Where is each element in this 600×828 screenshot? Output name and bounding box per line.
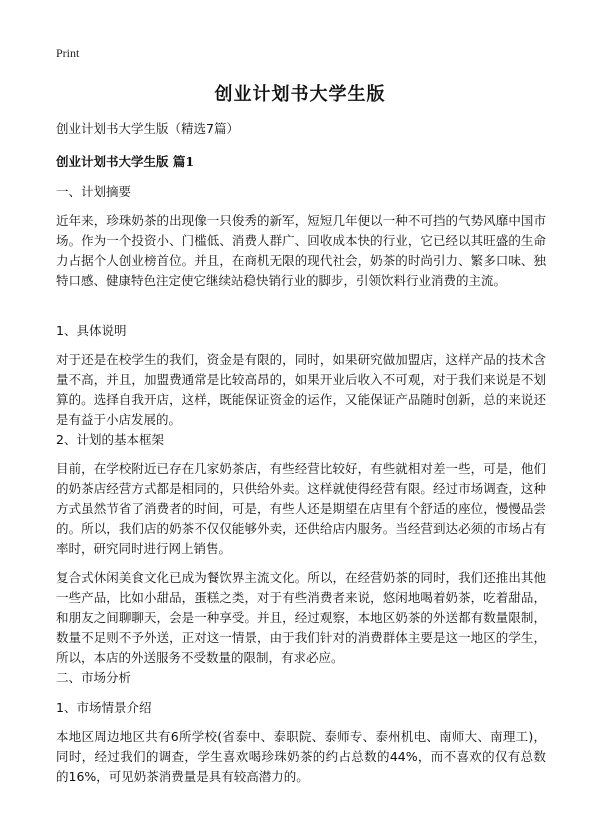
heading-summary: 一、计划摘要 [56, 184, 132, 199]
document-subtitle: 创业计划书大学生版（精选7篇） [56, 121, 239, 136]
paragraph-framework-1: 目前，在学校附近已存在几家奶茶店，有些经营比较好，有些就相对差一些，可是，他们的奶茶店经营方式都是相同的，只供给外卖。这样就使得经营有限。经过市场调查，这种方式虽然节省了消费者的时间，可是，有些人还是期望在店里有个舒适的座位，慢慢品尝的。所以，我们店的奶茶不仅仅能够外卖，还供给店内服务。当经营到达必须的市场占有率时，研究同时进行网上销售。 [56, 461, 546, 556]
print-label: Print [56, 46, 80, 60]
heading-market-intro: 1、市场情景介绍 [56, 700, 152, 715]
section-heading: 创业计划书大学生版 篇1 [56, 154, 195, 169]
paragraph-detail: 对于还是在校学生的我们，资金是有限的，同时，如果研究做加盟店，这样产品的技术含量不高，并且，加盟费通常是比较高昂的，如果开业后收入不可观，对于我们来说是不划算的。选择自我开店，这样，既能保证资金的运作，又能保证产品随时创新，总的来说还是有益于小店发展的。 [56, 352, 546, 427]
document-title: 创业计划书大学生版 [214, 84, 386, 105]
heading-market: 二、市场分析 [56, 670, 132, 685]
heading-framework: 2、计划的基本框架 [56, 432, 164, 447]
paragraph-market-intro: 本地区周边地区共有6所学校(省泰中、泰职院、泰师专、泰州机电、南师大、南理工)，同时，经过我们的调查，学生喜欢喝珍珠奶茶的约占总数的44%，而不喜欢的仅有总数的16%，可见奶茶消费量是具有较高潜力的。 [56, 729, 546, 784]
paragraph-summary: 近年来，珍珠奶茶的出现像一只俊秀的新军，短短几年便以一种不可挡的气势风靡中国市场。作为一个投资小、门槛低、消费人群广、回收成本快的行业，它已经以其旺盛的生命力占据个人创业榜首位。并且，在商机无限的现代社会，奶茶的时尚引力、繁多口味、独特口感、健康特色注定使它继续站稳快销行业的脚步，引领饮料行业消费的主流。 [56, 213, 546, 288]
heading-detail: 1、具体说明 [56, 323, 127, 338]
paragraph-framework-2: 复合式休闲美食文化已成为餐饮界主流文化。所以，在经营奶茶的同时，我们还推出其他一些产品，比如小甜品，蛋糕之类，对于有些消费者来说，悠闲地喝着奶茶，吃着甜品，和朋友之间聊聊天，会是一种享受。并且，经过观察，本地区奶茶的外送都有数量限制，数量不足则不予外送，正对这一情景，由于我们针对的消费群体主要是这一地区的学生，所以，本店的外送服务不受数量的限制，有求必应。 [56, 570, 546, 665]
